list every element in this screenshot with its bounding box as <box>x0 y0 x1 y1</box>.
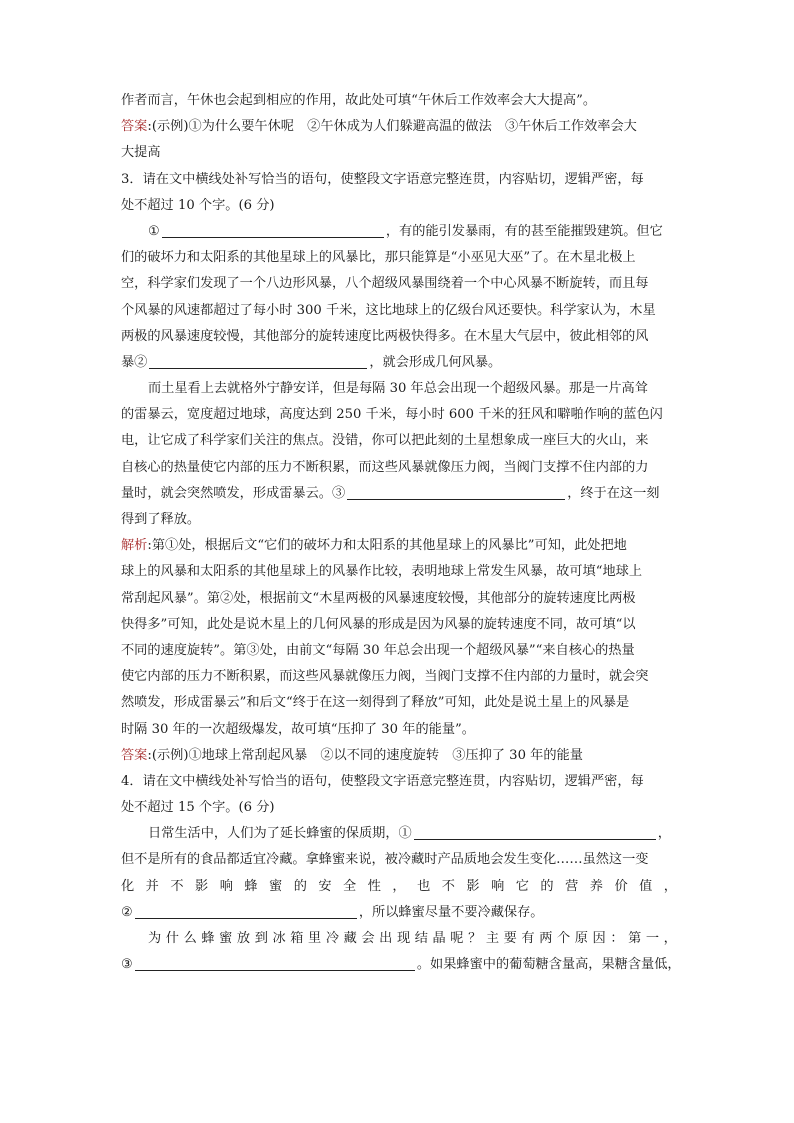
passage-line: 电，让它成了科学家们关注的焦点。没错，你可以把此刻的土星想象成一座巨大的火山，来 <box>121 433 649 449</box>
answer-line <box>121 114 677 140</box>
justified-char: 并 <box>145 878 159 894</box>
justified-char: 到 <box>254 931 268 946</box>
justified-char: 藏 <box>343 931 357 946</box>
justified-char: 响 <box>219 878 233 894</box>
passage-line-justified <box>121 926 677 952</box>
passage-line: 两极的风暴速度较慢，其他部分的旋转速度比两极快得多。在木星大气层中，彼此相邻的风 <box>121 328 649 344</box>
justified-char: 响 <box>491 878 505 894</box>
passage-line: 但不是所有的食品都适宜冷藏。拿蜂蜜来说，被冷藏时产品质地会发生变化……虽然这一变 <box>121 852 649 868</box>
passage-line: 个风暴的风速都超过了每小时 300 千米，这比地球上的亿级台风还要快。科学家认为，木星 <box>121 302 656 318</box>
justified-char: 第 <box>628 931 642 946</box>
justified-char: 什 <box>165 931 179 946</box>
question-prompt: 处不超过 15 个字。(6 分) <box>121 800 275 816</box>
justified-char: 价 <box>614 878 628 894</box>
justified-char: ？ <box>468 931 482 946</box>
passage-line: 自核心的热量使它内部的压力不断积累，而这些风暴就像压力阀，当阀门支撑不住内部的力 <box>121 459 649 475</box>
analysis-line: 球上的风暴和太阳系的其他星球上的风暴作比较，表明地球上常发生风暴，故可填“地球上 <box>121 564 643 580</box>
justified-char: 两 <box>539 931 553 946</box>
justified-char: 蜂 <box>201 931 215 946</box>
justified-char: 冷 <box>325 931 339 946</box>
analysis-line: 常刮起风暴”。第②处，根据前文“木星两极的风暴速度较慢，其他部分的旋转速度比两极 <box>121 590 636 606</box>
passage-text: 。如果蜂蜜中的葡萄糖含量高，果糖含量低， <box>416 957 681 973</box>
justified-char: 也 <box>417 878 431 894</box>
justified-char: 的 <box>540 878 554 894</box>
passage-line <box>121 821 677 847</box>
justified-char: 化 <box>121 878 135 894</box>
justified-char: 营 <box>565 878 579 894</box>
justified-char: 会 <box>361 931 375 946</box>
answer-text: :(示例)①地球上常刮起风暴 ②以不同的速度旋转 ③压抑了 30 年的能量 <box>147 747 583 763</box>
analysis-label: 解析 <box>121 538 148 554</box>
answer-text: :(示例)①为什么要午休呢 ②午休成为人们躲避高温的做法 ③午休后工作效率会大 <box>147 119 637 135</box>
blank-1[interactable] <box>414 825 656 840</box>
justified-char: 要 <box>503 931 517 946</box>
passage-text: ，有的能引发暴雨，有的甚至能摧毁建筑。但它 <box>385 223 663 239</box>
justified-char: 值 <box>639 878 653 894</box>
justified-char: ， <box>663 878 677 894</box>
analysis-text: :第①处，根据后文“它们的破坏力和太阳系的其他星球上的风暴比”可知，此处把地 <box>147 538 627 554</box>
justified-char: 出 <box>379 931 393 946</box>
passage-line: 的雷暴云，宽度超过地球，高度达到 250 千米，每小时 600 千米的狂风和噼啪作响的蓝色闪 <box>121 407 663 423</box>
passage-text: 量时，就会突然喷发，形成雷暴云。③ <box>121 485 346 501</box>
justified-char: 蜜 <box>219 931 233 946</box>
justified-char: 不 <box>441 878 455 894</box>
passage-line <box>121 952 681 978</box>
blank-marker: ③ <box>121 957 133 973</box>
justified-char: ： <box>610 931 624 946</box>
justified-char: 么 <box>183 931 197 946</box>
blank-1[interactable] <box>162 223 384 238</box>
justified-char: 呢 <box>450 931 464 946</box>
justified-char: 因 <box>592 931 606 946</box>
passage-line: 空，科学家们发现了一个八边形风暴，八个超级风暴围绕着一个中心风暴不断旋转，而且每 <box>121 276 649 292</box>
passage-line: 而土星看上去就格外宁静安详，但是每隔 30 年总会出现一个超级风暴。那是一片高耸 <box>148 381 648 397</box>
passage-line <box>121 900 677 926</box>
analysis-line: 使它内部的压力不断积累，而这些风暴就像压力阀，当阀门支撑不住内部的力量时，就会突 <box>121 669 649 685</box>
blank-marker: ② <box>121 904 133 920</box>
passage-text: ，终于在这一刻 <box>567 485 660 501</box>
justified-char: 不 <box>170 878 184 894</box>
justified-char: 蜂 <box>244 878 258 894</box>
justified-char: 里 <box>308 931 322 946</box>
analysis-line: 时隔 30 年的一次超级爆发，故可填“压抑了 30 年的能量”。 <box>121 721 475 737</box>
passage-line <box>121 219 677 245</box>
blank-2[interactable] <box>135 904 357 919</box>
justified-char: 性 <box>367 878 381 894</box>
answer-line <box>121 743 677 769</box>
justified-char: ， <box>663 931 677 946</box>
passage-text: ，所以蜂蜜尽量不要冷藏保存。 <box>358 904 544 920</box>
justified-char: 一 <box>645 931 660 946</box>
analysis-line <box>121 533 677 559</box>
justified-char: 冰 <box>272 931 286 946</box>
justified-char: 现 <box>396 931 411 946</box>
justified-char: 晶 <box>432 931 446 946</box>
blank-2[interactable] <box>149 354 367 369</box>
passage-line <box>121 481 677 507</box>
blank-marker: ① <box>148 223 160 239</box>
justified-char: 影 <box>195 878 209 894</box>
blank-3[interactable] <box>135 956 415 971</box>
passage-text: ，就会形成几何风暴。 <box>369 354 502 370</box>
justified-char: 为 <box>148 931 162 946</box>
justified-char: 它 <box>515 878 529 894</box>
justified-char: 箱 <box>290 931 304 946</box>
paragraph-line: 作者而言，午休也会起到相应的作用，故此处可填“午休后工作效率会大大提高”。 <box>121 93 597 108</box>
justified-char: 安 <box>318 878 332 894</box>
justified-char: 放 <box>236 931 251 946</box>
passage-line-justified <box>121 874 677 900</box>
justified-char: 主 <box>485 931 500 946</box>
justified-char: 有 <box>521 931 535 946</box>
document-page <box>121 88 681 978</box>
passage-text: 日常生活中，人们为了延长蜂蜜的保质期，① <box>148 826 412 842</box>
question-prompt: 3．请在文中横线处补写恰当的语句，使整段文字语意完整连贯，内容贴切，逻辑严密，每 <box>121 171 644 187</box>
passage-text: ， <box>657 826 671 842</box>
answer-label: 答案 <box>121 119 148 135</box>
passage-line <box>121 350 677 376</box>
answer-label: 答案 <box>121 747 148 763</box>
justified-char: 蜜 <box>269 878 283 894</box>
justified-char: 全 <box>343 878 357 894</box>
justified-char: 个 <box>556 931 571 946</box>
question-prompt: 处不超过 10 个字。(6 分) <box>121 197 275 213</box>
justified-char: 影 <box>466 878 480 894</box>
analysis-line: 不同的速度旋转”。第③处，由前文“每隔 30 年总会出现一个超级风暴”“来自核心的热量 <box>121 642 635 658</box>
justified-char: ， <box>392 878 406 894</box>
justified-char: 的 <box>293 878 307 894</box>
analysis-line: 快得多”可知，此处是说木星上的几何风暴的形成是因为风暴的旋转速度不同，故可填“以 <box>121 616 636 632</box>
analysis-line: 然喷发，形成雷暴云”和后文“终于在这一刻得到了释放”可知，此处是说土星上的风暴是 <box>121 695 630 711</box>
justified-char: 结 <box>414 931 428 946</box>
question-prompt: 4．请在文中横线处补写恰当的语句，使整段文字语意完整连贯，内容贴切，逻辑严密，每 <box>121 773 644 789</box>
passage-line: 们的破坏力和太阳系的其他星球上的风暴比，那只能算是“小巫见大巫”了。在木星北极上 <box>121 250 636 266</box>
blank-3[interactable] <box>347 485 565 500</box>
passage-text: 暴② <box>121 354 148 370</box>
answer-line: 大提高 <box>121 145 161 161</box>
passage-line: 得到了释放。 <box>121 512 201 527</box>
justified-char: 养 <box>589 878 603 894</box>
justified-char: 原 <box>574 931 588 946</box>
